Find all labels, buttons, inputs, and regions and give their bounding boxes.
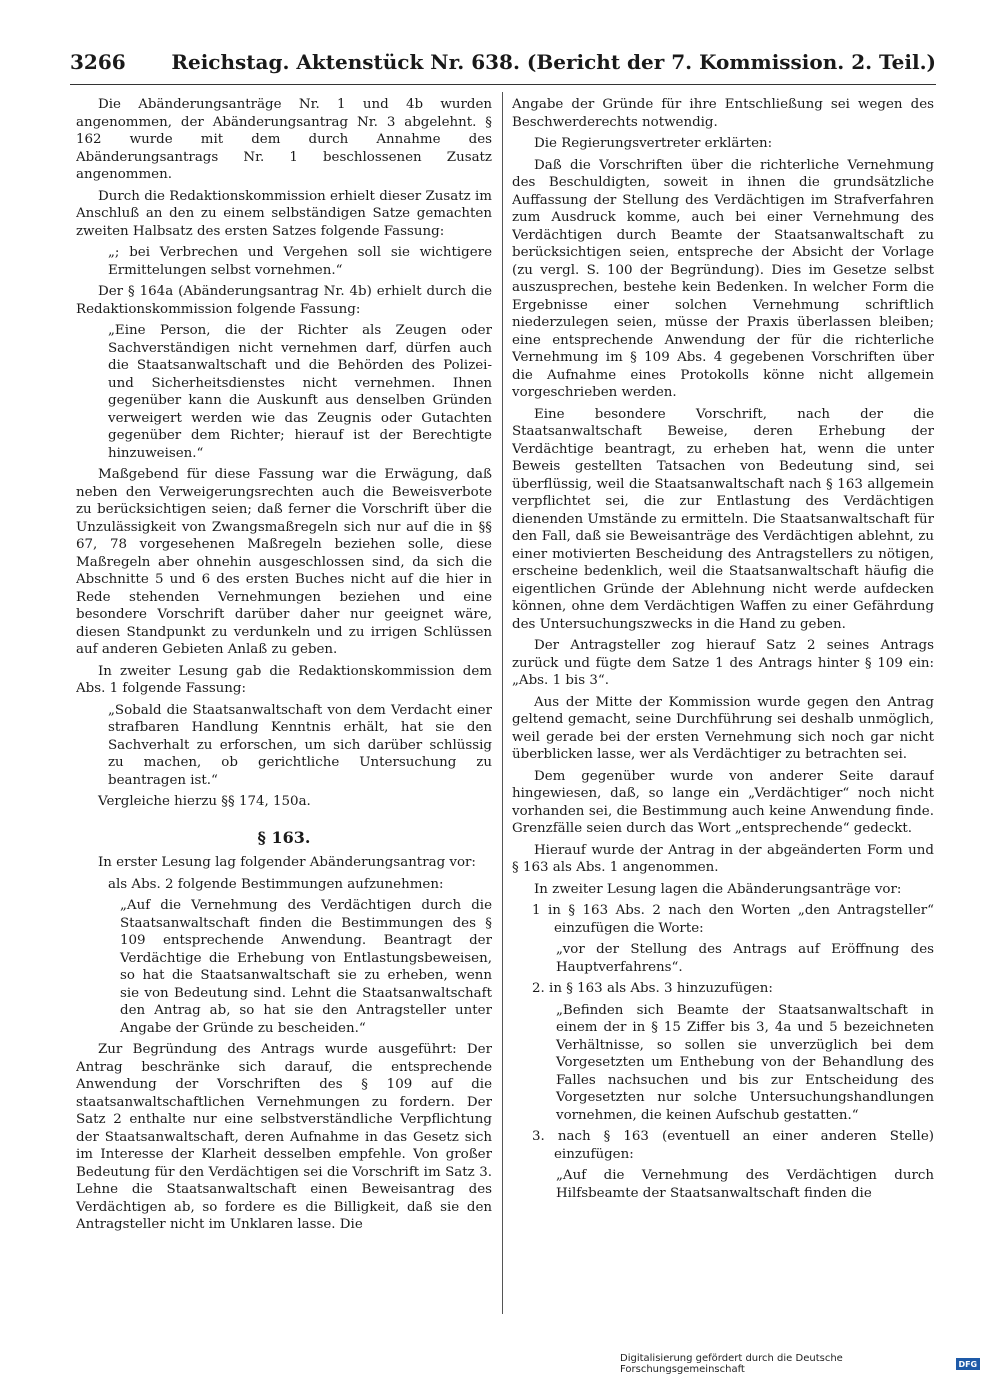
paragraph: Daß die Vorschriften über die richterliche Vernehmung des Beschuldigten, soweit in ihnen die grundsätzliche Auffassung der Stellung des Verdächtigen im Strafverfahren zum Ausdruck komme, auch bei einer Vernehmung des Verdächtigen durch Beamte der Staatsanwaltschaft zu berücksichtigen seien, entspreche der Absicht der Vorlage (zu vergl. S. 100 der Begründung). Dies im Gesetze selbst auszusprechen, bestehe kein Bedenken. In welcher Form die Ergebnisse einer solchen Vernehmung schriftlich niederzulegen seien, müsse der Praxis überlassen bleiben; eine entsprechende Anwendung der für die richterliche Vernehmung im § 109 Abs. 4 gegebenen Vorschriften über die Aufnahme eines Protokolls könne nicht allgemein vorgeschrieben werden. — [512, 157, 934, 400]
column-divider — [502, 92, 503, 1314]
paragraph: Maßgebend für diese Fassung war die Erwägung, daß neben den Verweigerungsrechten auch die Beweisverbote zu berücksichtigen seien; daß ferner die Vorschrift über die Unzulässigkeit von Zwangsmaßregeln sich nur auf die in §§ 67, 78 vorgesehenen Maßregeln beziehen solle, diese Maßregeln aber ohnehin ausgeschlossen sind, da sich die Abschnitte 5 und 6 des ersten Buches nicht auf die hier in Rede stehenden Vernehmungen beziehen und eine besondere Vorschrift darüber daher nur geeignet wäre, diesen Standpunkt zu verdunkeln und zu irrigen Schlüssen auf anderen Gebieten Anlaß zu geben. — [76, 467, 492, 657]
paragraph: Hierauf wurde der Antrag in der abgeänderten Form und § 163 als Abs. 1 angenommen. — [512, 842, 934, 875]
paragraph: Die Abänderungsanträge Nr. 1 und 4b wurden angenommen, der Abänderungsantrag Nr. 3 abgelehnt. § 162 wurde mit dem durch Annahme des Abänderungsantrags Nr. 1 beschlossenen Zusatz angenommen. — [76, 97, 492, 182]
paragraph: Vergleiche hierzu §§ 174, 150a. — [98, 794, 311, 809]
right-column — [512, 96, 934, 1311]
paragraph: Angabe der Gründe für ihre Entschließung sei wegen des Beschwerderechts notwendig. — [512, 97, 934, 130]
section-heading: § 163. — [257, 827, 311, 847]
quotation: „; bei Verbrechen und Vergehen soll sie wichtigere Ermittelungen selbst vornehmen.“ — [108, 245, 492, 278]
credit-text: Digitalisierung gefördert durch die Deutsche Forschungsgemeinschaft — [620, 1353, 843, 1375]
paragraph: Zur Begründung des Antrags wurde ausgeführt: Der Antrag beschränke sich darauf, die entsprechende Anwendung der Vorschriften des § 109 auf die staatsanwaltschaftlichen Vernehmungen zu fordern. Der Satz 2 enthalte nur eine selbstverständliche Verpflichtung der Staatsanwaltschaft, deren Aufnahme in das Gesetz sich im Interesse der Klarheit desselben empfehle. Von großer Bedeutung für den Verdächtigen sei die Vorschrift im Satz 3. Lehne die Staatsanwaltschaft einen Beweisantrag des Verdächtigen ab, so fordere es die Billigkeit, daß sie den Antragsteller nicht im Unklaren lasse. Die — [76, 1042, 492, 1232]
list-item: 3. nach § 163 (eventuell an einer anderen Stelle) einzufügen: — [532, 1129, 934, 1162]
quotation: „Sobald die Staatsanwaltschaft von dem Verdacht einer strafbaren Handlung Kenntnis erhält, hat sie den Sachverhalt zu erforschen, um sich darüber schlüssig zu machen, ob gerichtliche Untersuchung zu beantragen ist.“ — [108, 702, 492, 788]
left-column — [76, 96, 492, 1311]
paragraph: als Abs. 2 folgende Bestimmungen aufzunehmen: — [108, 876, 444, 892]
paragraph: In zweiter Lesung lagen die Abänderungsanträge vor: — [534, 881, 902, 897]
quotation: „Auf die Vernehmung des Verdächtigen durch die Staatsanwaltschaft finden die Bestimmungen des § 109 entsprechende Anwendung. Beantragt der Verdächtige die Erhebung von Entlastungsbeweisen, so hat die Staatsanwaltschaft sie zu erheben, wenn sie von Bedeutung sind. Lehnt die Staatsanwaltschaft den Antrag ab, so hat sie den Antragsteller unter Angabe der Gründe zu bescheiden.“ — [120, 898, 492, 1036]
paragraph: Der § 164a (Abänderungsantrag Nr. 4b) erhielt durch die Redaktionskommission folgende Fassung: — [76, 284, 492, 317]
quotation: „Befinden sich Beamte der Staatsanwaltschaft in einem der in § 15 Ziffer bis 3, 4a und 5 bezeichneten Verhältnisse, so sollen sie unverzüglich bei dem Vorgesetzten um Enthebung von der Behandlung des Falles nachsuchen und bis zur Entscheidung des Vorgesetzten nur solche Untersuchungshandlungen vornehmen, die keinen Aufschub gestatten.“ — [556, 1002, 934, 1123]
paragraph: In zweiter Lesung gab die Redaktionskommission dem Abs. 1 folgende Fassung: — [76, 663, 492, 696]
paragraph: Dem gegenüber wurde von anderer Seite darauf hingewiesen, daß, so lange ein „Verdächtiger“ noch nicht vorhanden sei, die Bestimmung auch keine Anwendung finde. Grenzfälle seien durch das Wort „entsprechende“ gedeckt. — [512, 768, 934, 836]
quotation: „Auf die Vernehmung des Verdächtigen durch Hilfsbeamte der Staatsanwaltschaft finden die — [556, 1168, 934, 1201]
header-rule — [70, 84, 936, 85]
paragraph: Der Antragsteller zog hierauf Satz 2 seines Antrags zurück und fügte dem Satze 1 des Antrags hinter § 109 ein: „Abs. 1 bis 3“. — [512, 638, 934, 688]
digitization-credit — [620, 1353, 980, 1375]
paragraph: Eine besondere Vorschrift, nach der die Staatsanwaltschaft Beweise, deren Erhebung der Verdächtige beantragt, zu erheben hat, wenn die unter Beweis gestellten Tatsachen von Bedeutung sind, sei überflüssig, weil die Staatsanwaltschaft nach § 163 allgemein verpflichtet sei, die zur Entlastung des Verdächtigen dienenden Umstände zu ermitteln. Die Staatsanwaltschaft für den Fall, daß sie Beweisanträge des Verdächtigen ablehnt, zu einer motivierten Bescheidung des Antragstellers zu nötigen, erscheine bedenklich, weil die Staatsanwaltschaft häufig die eigentlichen Gründe der Ablehnung nicht werde aufdecken können, ohne dem Verdächtigen Waffen zu einer Gefährdung des Untersuchungszwecks in die Hand zu geben. — [512, 406, 934, 632]
paragraph: In erster Lesung lag folgender Abänderungsantrag vor: — [98, 855, 476, 870]
list-item: 2. in § 163 als Abs. 3 hinzuzufügen: — [532, 981, 773, 996]
page-number: 3266 — [70, 50, 126, 74]
quotation: „Eine Person, die der Richter als Zeugen oder Sachverständigen nicht vernehmen darf, dürfen auch die Staatsanwaltschaft und die Behörden des Polizei- und Sicherheitsdienstes nicht vernehmen. Ihnen gegenüber kann die Auskunft aus denselben Gründen verweigert werden wie das Zeugnis oder Gutachten gegenüber dem Richter; hierauf ist der Berechtigte hinzuweisen.“ — [108, 323, 492, 461]
paragraph: Die Regierungsvertreter erklärten: — [534, 136, 773, 151]
paragraph: Durch die Redaktionskommission erhielt dieser Zusatz im Anschluß an den zu einem selbständigen Satze gemachten zweiten Halbsatz des ersten Satzes folgende Fassung: — [76, 188, 492, 239]
paragraph: Aus der Mitte der Kommission wurde gegen den Antrag geltend gemacht, seine Durchführung sei deshalb unmöglich, weil gerade bei der ersten Vernehmung sich noch gar nicht überblicken lasse, wer als Verdächtiger zu betrachten sei. — [512, 694, 934, 762]
quotation: „vor der Stellung des Antrags auf Eröffnung des Hauptverfahrens“. — [556, 942, 934, 975]
list-item: 1 in § 163 Abs. 2 nach den Worten „den Antragsteller“ einzufügen die Worte: — [532, 903, 934, 936]
page-header — [70, 50, 936, 80]
dfg-logo-icon: DFG — [956, 1358, 980, 1370]
running-title: Reichstag. Aktenstück Nr. 638. (Bericht der 7. Kommission. 2. Teil.) — [171, 50, 936, 74]
